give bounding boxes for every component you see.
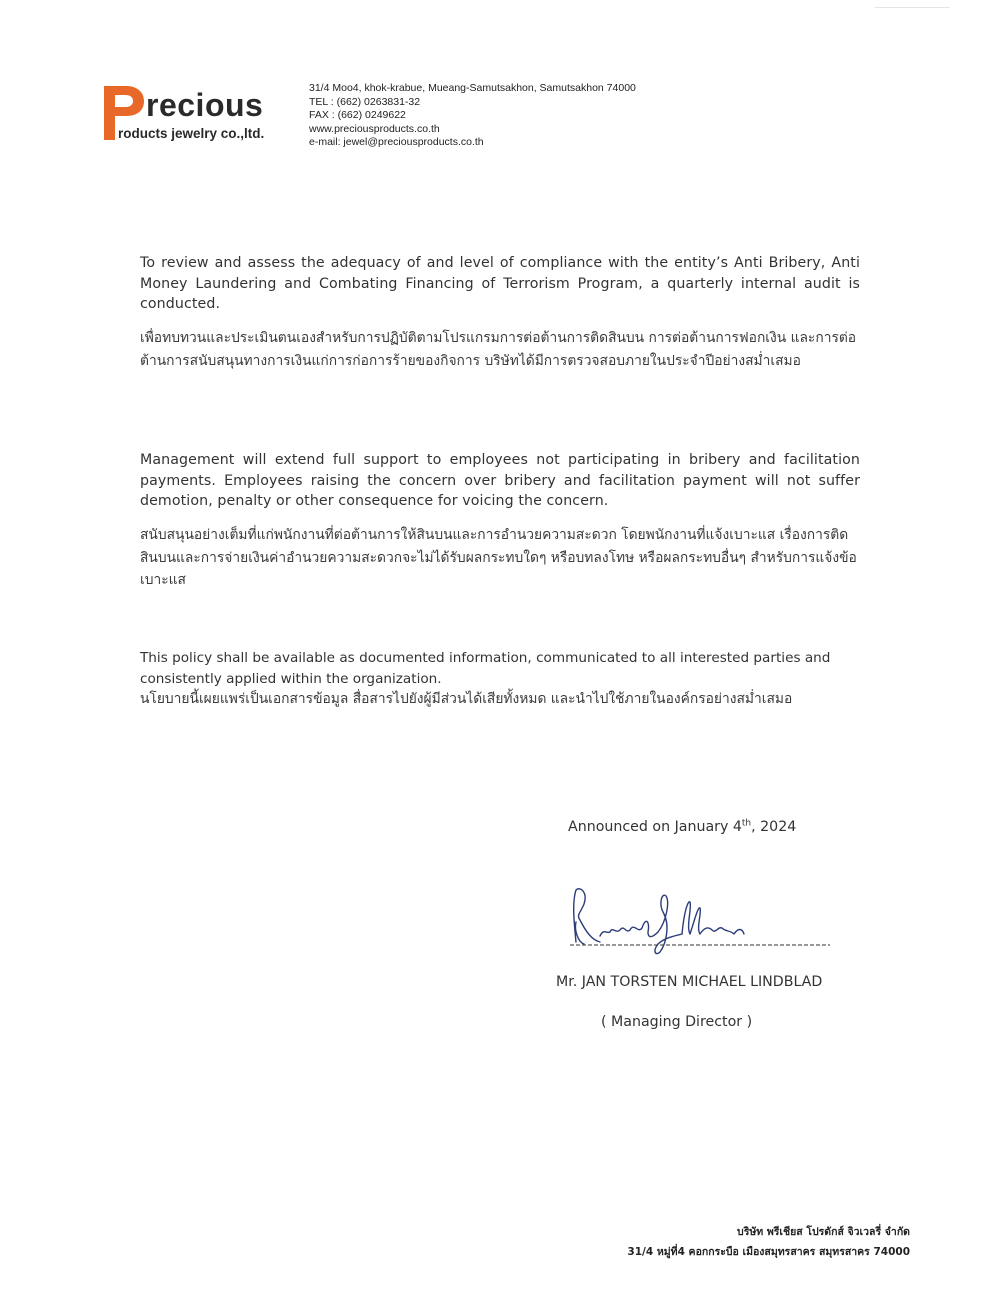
footer-thai-address bbox=[627, 1222, 910, 1262]
handwritten-signature bbox=[566, 882, 836, 962]
paragraph-support-en: Management will extend full support to employees not participating in bribery and facilitation payments. Employees raising the concern over bribery and facilitation payment will not suffer demotion, penalty or other consequence for voicing the concern. bbox=[140, 452, 860, 509]
company-logo-graphic bbox=[104, 82, 294, 146]
footer-company-name: บริษัท พรีเชียส โปรดักส์ จิวเวลรี่ จำกัด bbox=[737, 1226, 910, 1238]
paragraph-audit-th: เพื่อทบทวนและประเมินตนเองสำหรับการปฏิบัติตามโปรแกรมการต่อต้านการติดสินบน การต่อต้านการฟอกเงิน และการต่อต้านการสนับสนุนทางการเงินแก่การก่อการร้ายของกิจการ บริษัทได้มีการตรวจสอบภายในประจำปีอย่างสม่ำเสมอ bbox=[140, 330, 857, 369]
letterhead bbox=[104, 82, 664, 146]
contact-info bbox=[309, 82, 636, 150]
company-website[interactable]: www.preciousproducts.co.th bbox=[309, 122, 440, 135]
announcement-date-prefix: Announced on January 4 bbox=[568, 819, 742, 835]
announcement-date-ordinal: th bbox=[741, 818, 752, 829]
paragraph-policy-th: นโยบายนี้เผยแพร่เป็นเอกสารข้อมูล สื่อสารไปยังผู้มีส่วนได้เสียทั้งหมด และนำไปใช้ภายในองค์กรอย่างสม่ำเสมอ bbox=[140, 691, 793, 707]
signatory-title: ( Managing Director ) bbox=[601, 1014, 753, 1030]
paragraph-support-th: สนับสนุนอย่างเต็มที่แก่พนักงานที่ต่อต้านการให้สินบนและการอำนวยความสะดวก โดยพนักงานที่แจ้งเบาะแส เรื่องการติดสินบนและการจ่ายเงินค่าอำนวยความสะดวกจะไม่ได้รับผลกระทบใดๆ หรือบทลงโทษ หรือผลกระทบอื่นๆ สำหรับการแจ้งข้อเบาะแส bbox=[140, 527, 857, 588]
company-tel: TEL : (662) 0263831-32 bbox=[309, 95, 421, 108]
company-email[interactable]: e-mail: jewel@preciousproducts.co.th bbox=[309, 136, 484, 148]
svg-text:recious: recious bbox=[146, 87, 264, 123]
company-fax: FAX : (662) 0249622 bbox=[309, 109, 406, 121]
company-logo bbox=[104, 82, 294, 146]
footer-address: 31/4 หมู่ที่4 คอกกระบือ เมืองสมุทรสาคร สมุทรสาคร 74000 bbox=[627, 1246, 910, 1258]
announcement-date-suffix: , 2024 bbox=[751, 819, 797, 835]
signature-graphic bbox=[566, 882, 836, 962]
scan-edge-line bbox=[875, 7, 950, 8]
paragraph-policy-en: This policy shall be available as documented information, communicated to all interested parties and consistently applied within the organization. bbox=[140, 650, 831, 687]
announcement-date bbox=[568, 819, 796, 835]
paragraph-audit-en: To review and assess the adequacy of and level of compliance with the entity’s Anti Bribery, Anti Money Laundering and Combating Financing of Terrorism Program, a quarterly internal audit is conducted. bbox=[140, 255, 860, 312]
signatory-name: Mr. JAN TORSTEN MICHAEL LINDBLAD bbox=[556, 974, 823, 990]
svg-text:roducts jewelry co.,ltd.: roducts jewelry co.,ltd. bbox=[118, 126, 265, 141]
company-address: 31/4 Moo4, khok-krabue, Mueang-Samutsakhon, Samutsakhon 74000 bbox=[309, 82, 636, 94]
